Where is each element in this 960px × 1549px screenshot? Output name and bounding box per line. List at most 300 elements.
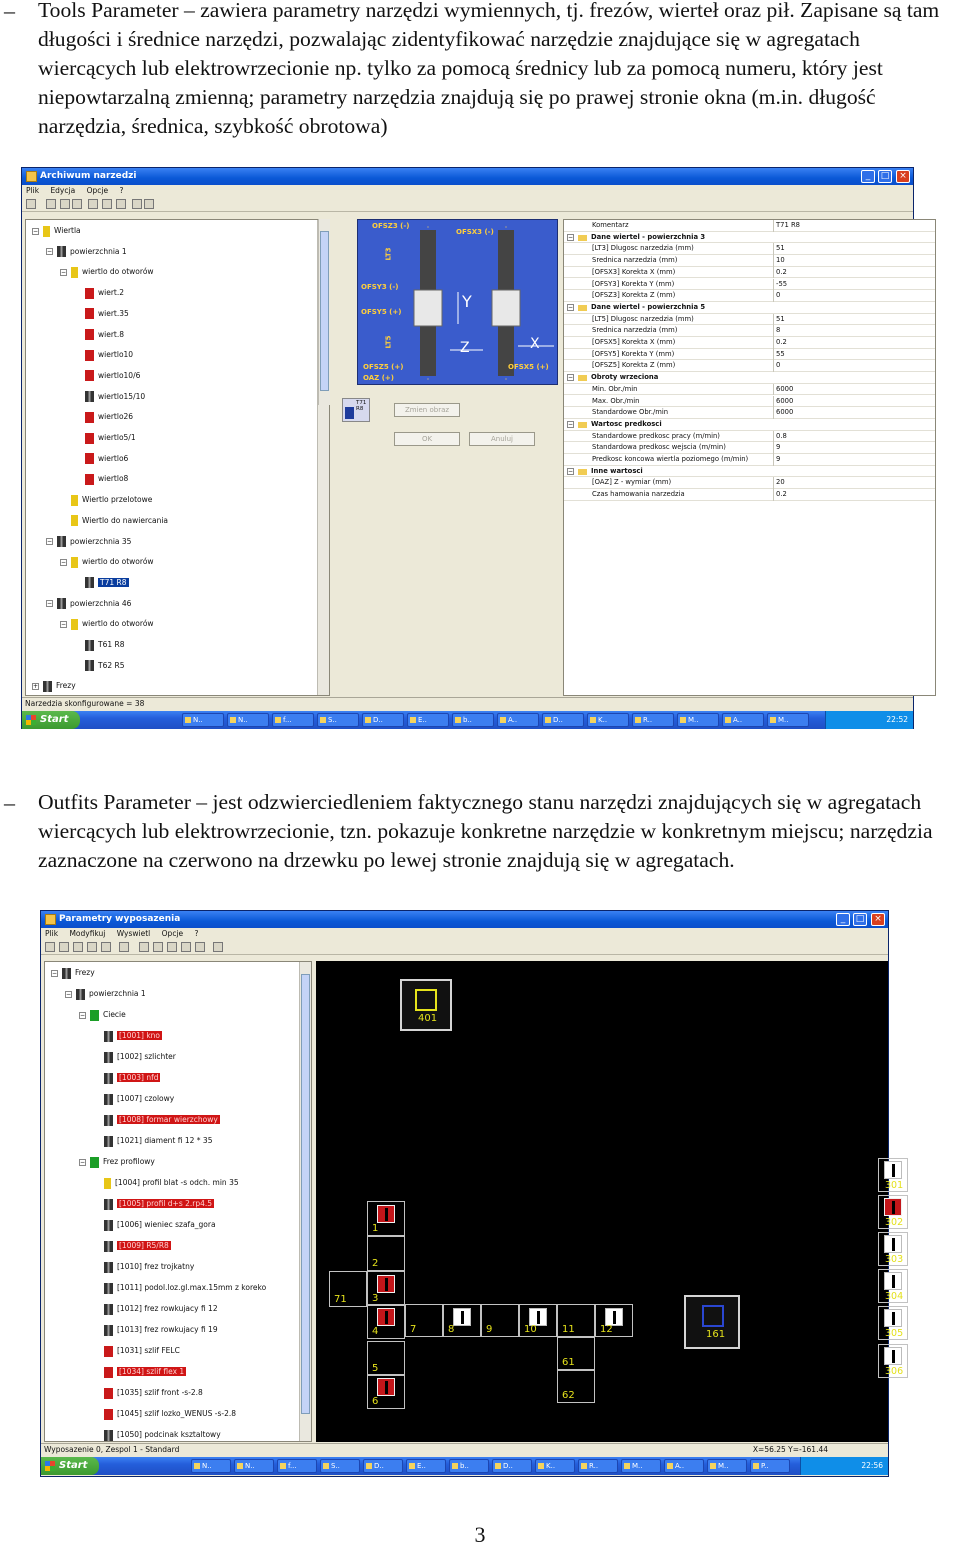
property-value[interactable]: 9	[773, 442, 780, 454]
tree-item[interactable]	[46, 535, 131, 549]
property-group[interactable]	[564, 232, 935, 244]
zoom-out-icon[interactable]	[167, 942, 177, 952]
magazine-slot[interactable]	[878, 1158, 908, 1192]
property-value[interactable]: 20	[773, 477, 785, 489]
drill-tool-icon	[884, 1272, 902, 1290]
tree-item[interactable]	[46, 597, 131, 611]
tree-item[interactable]	[60, 555, 154, 569]
taskbar-task-button[interactable]: f...	[272, 713, 314, 727]
tree-item[interactable]	[93, 1239, 171, 1253]
tool-icon	[104, 1388, 113, 1399]
expand-toggle-icon[interactable]: −	[61, 558, 67, 566]
tree-item-label: wiertlo do otworów	[82, 619, 154, 629]
app-icon	[26, 171, 37, 182]
expand-toggle-icon[interactable]: −	[61, 620, 67, 628]
tree-item[interactable]	[74, 472, 128, 486]
property-row[interactable]	[564, 325, 935, 337]
slot-number: 301	[885, 1180, 904, 1191]
property-value[interactable]: 10	[773, 255, 785, 267]
tool-icon	[85, 660, 94, 671]
tool-icon	[104, 1304, 113, 1315]
tool-icon	[85, 453, 94, 464]
spindle-cell-bottom[interactable]	[557, 1304, 595, 1337]
tree-item[interactable]	[74, 659, 125, 673]
magazine-slot[interactable]	[878, 1232, 908, 1266]
cell-number: 10	[524, 1324, 537, 1335]
tree-item[interactable]	[74, 328, 124, 342]
property-value[interactable]: T71 R8	[773, 220, 800, 232]
property-row[interactable]	[564, 349, 935, 361]
expand-toggle-icon[interactable]: −	[80, 1011, 86, 1019]
new-icon[interactable]	[45, 942, 55, 952]
tree-item[interactable]	[60, 617, 154, 631]
property-row[interactable]	[564, 360, 935, 372]
property-row[interactable]	[564, 314, 935, 326]
property-value[interactable]: -55	[773, 279, 787, 291]
paste-icon[interactable]	[116, 199, 126, 209]
tool-icon	[104, 1220, 113, 1231]
tree-item[interactable]	[74, 307, 129, 321]
property-key: [OFSZ3] Korekta Z (mm)	[592, 291, 676, 300]
maximize-button[interactable]: □	[878, 170, 892, 183]
tool-icon	[90, 1010, 99, 1021]
minimize-button[interactable]: _	[836, 913, 850, 926]
spindle-cell-71[interactable]	[329, 1271, 367, 1307]
expand-toggle-icon[interactable]: −	[47, 600, 53, 608]
folder-icon	[578, 469, 587, 475]
collapse-icon[interactable]: −	[568, 420, 574, 428]
help-icon[interactable]	[213, 942, 223, 952]
property-row[interactable]	[564, 442, 935, 454]
start-label: Start	[59, 1460, 88, 1471]
cell-number: 1	[372, 1223, 379, 1234]
status-text: Narzedzia skonfigurowane = 38	[25, 699, 145, 708]
property-row[interactable]	[564, 337, 935, 349]
taskbar-task-button[interactable]: R..	[632, 713, 674, 727]
tree-item[interactable]	[93, 1407, 236, 1421]
property-row[interactable]	[564, 431, 935, 443]
expand-toggle-icon[interactable]: −	[61, 268, 67, 276]
tool-thumbnail[interactable]	[342, 398, 370, 422]
property-row[interactable]	[564, 290, 935, 302]
collapse-icon[interactable]: −	[568, 467, 574, 475]
clock: 22:56	[861, 1461, 883, 1470]
slot-number: 304	[885, 1291, 904, 1302]
folder-icon	[578, 235, 587, 241]
tool-icon	[85, 329, 94, 340]
status-bar	[22, 697, 913, 709]
copy-icon[interactable]	[101, 942, 111, 952]
taskbar-task-button[interactable]: M..	[621, 1459, 661, 1473]
spindle-cell-mid[interactable]	[557, 1370, 595, 1403]
property-key: Dane wiertel - powierzchnia 5	[591, 302, 706, 311]
magazine-slot[interactable]	[878, 1306, 908, 1340]
folder-icon	[578, 422, 587, 428]
tree-item[interactable]	[74, 348, 133, 362]
tool-icon	[71, 619, 78, 630]
windows-logo-icon	[45, 1461, 55, 1471]
spindle-cell-mid[interactable]	[557, 1337, 595, 1370]
tool-drawing	[357, 219, 558, 385]
spindle-cell-left[interactable]	[367, 1271, 405, 1306]
tree-scrollbar[interactable]	[299, 962, 311, 1441]
tool-icon	[85, 640, 94, 651]
property-key: [OFSY5] Korekta Y (mm)	[592, 349, 675, 358]
expand-toggle-icon[interactable]: −	[52, 969, 58, 977]
tree-item[interactable]	[93, 1386, 203, 1400]
tree-item[interactable]	[60, 265, 154, 279]
tree-item[interactable]	[93, 1176, 239, 1190]
tool-icon	[85, 308, 94, 319]
taskbar-task-button[interactable]: K..	[587, 713, 629, 727]
magazine-slot[interactable]	[878, 1344, 908, 1378]
app-icon	[45, 914, 56, 925]
tree-item[interactable]	[93, 1197, 214, 1211]
tool-icon	[85, 577, 94, 588]
property-row[interactable]	[564, 454, 935, 466]
tool-icon	[85, 288, 94, 299]
drill-tool-icon	[884, 1347, 902, 1365]
property-row[interactable]	[564, 279, 935, 291]
scrollbar-thumb[interactable]	[301, 974, 310, 1414]
taskbar-task-button[interactable]: P..	[750, 1459, 790, 1473]
menu-file[interactable]: Plik	[45, 929, 59, 938]
menu-help[interactable]: ?	[119, 186, 124, 195]
property-group[interactable]	[564, 372, 935, 384]
taskbar-task-button[interactable]: D..	[492, 1459, 532, 1473]
expand-toggle-icon[interactable]: −	[47, 538, 53, 545]
drill-tool-icon	[884, 1309, 902, 1327]
property-value[interactable]: 6000	[773, 396, 793, 408]
spindle-cell-left[interactable]	[367, 1341, 405, 1376]
tree-item-label: T71 R8	[100, 577, 127, 587]
tree-item-label: wiertlo6	[98, 453, 129, 463]
spindle-layout-canvas	[316, 961, 904, 1442]
magazine-slot[interactable]	[878, 1195, 908, 1229]
spindle-square	[702, 1305, 724, 1327]
taskbar-task-button[interactable]: M..	[707, 1459, 747, 1473]
tree-item[interactable]	[46, 245, 127, 259]
property-value[interactable]: 0.2	[773, 337, 787, 349]
tree-item[interactable]	[93, 1029, 162, 1043]
close-button[interactable]: ×	[871, 913, 885, 926]
property-value[interactable]: 6000	[773, 384, 793, 396]
taskbar-task-button[interactable]: N..	[234, 1459, 274, 1473]
tree-item[interactable]	[93, 1071, 160, 1085]
cell-number: 12	[600, 1324, 613, 1335]
tree-item[interactable]	[74, 369, 140, 383]
refresh-icon[interactable]	[181, 942, 191, 952]
taskbar-task-button[interactable]: D..	[542, 713, 584, 727]
magazine-slot[interactable]	[878, 1269, 908, 1303]
drill-tool-icon	[377, 1378, 395, 1396]
tree-item[interactable]	[93, 1260, 194, 1274]
undo-icon[interactable]	[195, 942, 205, 952]
tool-icon	[85, 391, 94, 402]
scrollbar-thumb[interactable]	[320, 231, 329, 391]
property-group[interactable]	[564, 302, 935, 314]
axis-x-label: X	[530, 336, 540, 352]
tree-item[interactable]	[32, 224, 81, 238]
taskbar-task-button[interactable]: S..	[317, 713, 359, 727]
tree-item-label: wiertlo do otworów	[82, 557, 154, 567]
magazine-401[interactable]	[400, 979, 452, 1031]
tree-item[interactable]	[32, 679, 76, 693]
taskbar-task-button[interactable]: E..	[406, 1459, 446, 1473]
tree-item[interactable]	[79, 1155, 155, 1169]
taskbar-task-button[interactable]: A..	[497, 713, 539, 727]
clock: 22:52	[886, 715, 908, 724]
minimize-button[interactable]: _	[861, 170, 875, 183]
cell-number: 9	[486, 1324, 493, 1335]
open-icon[interactable]	[59, 942, 69, 952]
mid-scrollbar[interactable]	[318, 219, 330, 405]
tree-item[interactable]	[93, 1344, 180, 1358]
tree-item-label: [1035] szlif front -s-2.8	[117, 1388, 203, 1397]
tool-icon	[104, 1199, 113, 1210]
gear-icon[interactable]	[72, 199, 82, 209]
taskbar-task-button[interactable]: A..	[722, 713, 764, 727]
taskbar-task-button[interactable]: D..	[362, 713, 404, 727]
spindle-cell-bottom[interactable]	[519, 1304, 557, 1337]
outfit-tree-panel	[44, 961, 312, 1442]
property-row[interactable]	[564, 220, 935, 232]
collapse-icon[interactable]: −	[568, 303, 574, 311]
property-value[interactable]: 0.2	[773, 267, 787, 279]
print-icon[interactable]	[132, 199, 142, 209]
tool-icon	[57, 246, 66, 257]
zoom-icon[interactable]	[139, 942, 149, 952]
tool-icon	[85, 474, 94, 485]
property-row[interactable]	[564, 384, 935, 396]
spindle-cell-bottom[interactable]	[595, 1304, 633, 1337]
cell-number: 7	[410, 1324, 417, 1335]
property-value[interactable]: 6000	[773, 407, 793, 419]
copy-icon[interactable]	[102, 199, 112, 209]
label-ofsz5: OFSZ5 (+)	[363, 363, 404, 371]
tree-item[interactable]	[74, 452, 128, 466]
property-value[interactable]: 0	[773, 360, 780, 372]
expand-toggle-icon[interactable]: −	[33, 227, 39, 235]
tree-item[interactable]	[74, 431, 136, 445]
property-key: Standardowa predkosc wejscia (m/min)	[592, 443, 726, 452]
tree-item[interactable]	[74, 410, 133, 424]
property-row[interactable]	[564, 477, 935, 489]
start-button[interactable]	[22, 711, 80, 729]
tree-item[interactable]	[65, 987, 146, 1001]
tree-item[interactable]	[93, 1365, 186, 1379]
taskbar	[22, 711, 913, 729]
property-group[interactable]	[564, 419, 935, 431]
property-value[interactable]: 9	[773, 454, 780, 466]
maximize-button[interactable]: □	[853, 913, 867, 926]
property-value[interactable]: 0.2	[773, 489, 787, 501]
ok-button[interactable]: OK	[394, 432, 460, 446]
menu-modify[interactable]: Modyfikuj	[69, 929, 106, 938]
start-label: Start	[40, 714, 69, 725]
tool-icon	[104, 1178, 111, 1189]
tree-item[interactable]	[74, 576, 129, 590]
start-button[interactable]	[41, 1457, 99, 1475]
tree-item-label: [1002] szlichter	[117, 1052, 176, 1061]
tree-item-label: [1010] frez trojkatny	[117, 1262, 195, 1271]
tree-item-label: powierzchnia 1	[89, 989, 146, 998]
settings-icon[interactable]	[46, 199, 56, 209]
property-row[interactable]	[564, 396, 935, 408]
spindle-cell-left[interactable]	[367, 1201, 405, 1236]
tree-item-label: [1012] frez rowkujacy fi 12	[117, 1304, 218, 1313]
spindle-161-label: 161	[706, 1329, 726, 1340]
drill-tool-icon	[377, 1275, 395, 1293]
property-row[interactable]	[564, 255, 935, 267]
spindle-cell-left[interactable]	[367, 1304, 405, 1339]
property-value[interactable]: 8	[773, 325, 780, 337]
tree-item-label: [1004] profil blat -s odch. min 35	[115, 1178, 239, 1187]
save-icon[interactable]	[26, 199, 36, 209]
close-button[interactable]: ×	[896, 170, 910, 183]
tree-item[interactable]	[93, 1302, 218, 1316]
drill-tool-icon	[884, 1235, 902, 1253]
menu-view[interactable]: Wyswietl	[116, 929, 151, 938]
spindle-cell-bottom[interactable]	[443, 1304, 481, 1337]
tool-icon	[104, 1325, 113, 1336]
red-icon[interactable]	[60, 199, 70, 209]
property-value[interactable]: 51	[773, 314, 785, 326]
collapse-icon[interactable]: −	[568, 374, 574, 382]
menu-file[interactable]: Plik	[26, 186, 40, 195]
tree-item-label: Frezy	[56, 681, 76, 691]
taskbar-task-button[interactable]: f...	[277, 1459, 317, 1473]
tool-icon	[57, 598, 66, 609]
expand-toggle-icon[interactable]: −	[80, 1158, 86, 1166]
tree-item[interactable]	[93, 1281, 266, 1295]
help-icon[interactable]	[144, 199, 154, 209]
property-value[interactable]: 51	[773, 243, 785, 255]
tree-item[interactable]	[93, 1428, 221, 1442]
taskbar-task-button[interactable]: S..	[320, 1459, 360, 1473]
tree-item-label: [1005] profil d+s 2.rp4.5	[119, 1199, 213, 1208]
property-row[interactable]	[564, 243, 935, 255]
taskbar-task-button[interactable]: N..	[191, 1459, 231, 1473]
tree-item[interactable]	[60, 493, 152, 507]
menu-help[interactable]: ?	[194, 929, 199, 938]
expand-toggle-icon[interactable]: +	[33, 682, 39, 690]
tree-item-label: powierzchnia 35	[70, 536, 132, 546]
drill-tool-icon	[453, 1308, 471, 1326]
taskbar-task-button[interactable]: M..	[767, 713, 809, 727]
windows-logo-icon	[26, 715, 36, 725]
cell-number: 3	[372, 1293, 379, 1304]
taskbar-task-button[interactable]: E..	[407, 713, 449, 727]
tree-item-label: wiert.35	[98, 308, 129, 318]
tree-item[interactable]	[93, 1218, 216, 1232]
expand-toggle-icon[interactable]: −	[47, 248, 53, 256]
property-key: Standardowe predkosc pracy (m/min)	[592, 431, 720, 440]
taskbar-task-button[interactable]: A..	[664, 1459, 704, 1473]
tree-item-label: T62 R5	[98, 660, 125, 670]
property-value[interactable]: 55	[773, 349, 785, 361]
label-ofsz3: OFSZ3 (-)	[372, 222, 410, 230]
cancel-button[interactable]: Anuluj	[469, 432, 535, 446]
tree-item[interactable]	[93, 1323, 218, 1337]
tree-item-label: [1031] szlif FELC	[117, 1346, 180, 1355]
window-titlebar	[41, 911, 888, 928]
taskbar-task-button[interactable]: b..	[449, 1459, 489, 1473]
property-value[interactable]: 0.8	[773, 431, 787, 443]
tree-item[interactable]	[74, 390, 145, 404]
tree-item[interactable]	[51, 966, 95, 980]
spindle-cell-left[interactable]	[367, 1236, 405, 1271]
taskbar-task-button[interactable]: D..	[363, 1459, 403, 1473]
tree-item-label: wiert.2	[98, 288, 125, 298]
tree-item-label: powierzchnia 1	[70, 246, 127, 256]
menu-options[interactable]: Opcje	[161, 929, 184, 938]
tree-item-label: wiertlo26	[98, 412, 134, 422]
tree-item[interactable]	[74, 638, 125, 652]
taskbar-task-button[interactable]: N..	[182, 713, 224, 727]
expand-toggle-icon[interactable]: −	[66, 990, 72, 998]
save-icon[interactable]	[73, 942, 83, 952]
taskbar-task-button[interactable]: R..	[578, 1459, 618, 1473]
property-key: Standardowe Obr./min	[592, 408, 669, 417]
property-key: [OFSX3] Korekta X (mm)	[592, 267, 676, 276]
tree-item[interactable]	[93, 1134, 212, 1148]
property-value[interactable]: 0	[773, 290, 780, 302]
tool-icon	[104, 1073, 113, 1084]
menu-options[interactable]: Opcje	[86, 186, 109, 195]
tool-icon	[76, 989, 85, 1000]
cut-icon[interactable]	[88, 199, 98, 209]
spindle-cell-bottom[interactable]	[405, 1304, 443, 1337]
tool-icon	[85, 370, 94, 381]
menu-edit[interactable]: Edycja	[50, 186, 76, 195]
folder-icon	[578, 305, 587, 311]
property-key: [OFSZ5] Korekta Z (mm)	[592, 361, 676, 370]
status-bar	[41, 1443, 888, 1455]
tool-icon	[62, 968, 71, 979]
collapse-icon[interactable]: −	[568, 233, 574, 241]
property-row[interactable]	[564, 489, 935, 501]
window-titlebar	[22, 168, 913, 185]
tree-item[interactable]	[93, 1113, 220, 1127]
spindle-cell-left[interactable]	[367, 1374, 405, 1409]
property-row[interactable]	[564, 407, 935, 419]
tree-item[interactable]	[93, 1092, 174, 1106]
change-image-button[interactable]: Zmien obraz	[394, 403, 460, 417]
tree-item[interactable]	[60, 514, 168, 528]
property-group[interactable]	[564, 466, 935, 478]
zoom-in-icon[interactable]	[153, 942, 163, 952]
tool-icon	[104, 1430, 113, 1441]
delete-icon[interactable]	[119, 942, 129, 952]
taskbar-task-button[interactable]: b..	[452, 713, 494, 727]
taskbar-task-button[interactable]: K..	[535, 1459, 575, 1473]
cut-icon[interactable]	[87, 942, 97, 952]
spindle-161[interactable]	[684, 1295, 740, 1349]
toolbar	[41, 940, 888, 955]
taskbar-task-button[interactable]: N..	[227, 713, 269, 727]
spindle-cell-bottom[interactable]	[481, 1304, 519, 1337]
tree-item[interactable]	[93, 1050, 176, 1064]
tree-item[interactable]	[79, 1008, 126, 1022]
taskbar	[41, 1457, 888, 1475]
tree-item[interactable]	[74, 286, 124, 300]
drill-tool-icon	[884, 1161, 902, 1179]
tool-icon	[104, 1367, 113, 1378]
taskbar-task-button[interactable]: M..	[677, 713, 719, 727]
property-row[interactable]	[564, 267, 935, 279]
tree-item-label: wiertlo15/10	[98, 391, 146, 401]
